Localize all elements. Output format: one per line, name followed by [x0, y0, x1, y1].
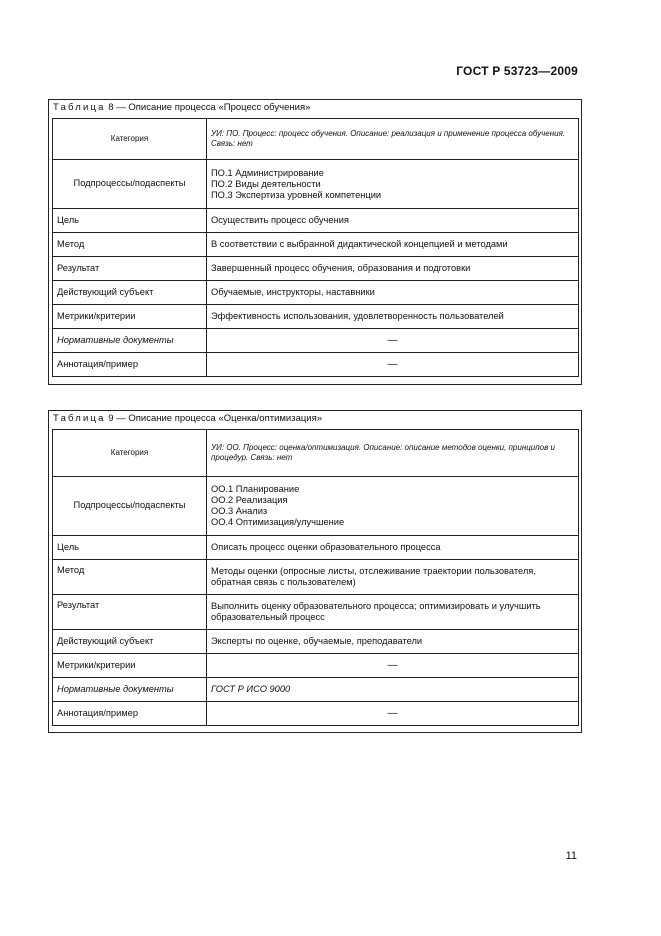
- table-row: [53, 678, 579, 702]
- row-value-category: УИ: ОО. Процесс: оценка/оптимизация. Описание: описание методов оценки, принципов и процедур. Связь: нет: [207, 430, 579, 477]
- table-row: [53, 702, 579, 726]
- document-code: ГОСТ Р 53723—2009: [456, 64, 578, 78]
- list-item: ОО.3 Анализ: [211, 506, 268, 516]
- row-label-subprocesses: Подпроцессы/подаспекты: [53, 477, 207, 536]
- table-row: [53, 329, 579, 353]
- table-8-caption-word: Таблица: [53, 102, 106, 113]
- table-9-caption: [49, 411, 581, 426]
- row-label-actor: Действующий субъект: [53, 630, 207, 654]
- table-row: [53, 160, 579, 209]
- table-8-grid: [52, 118, 579, 377]
- row-value-method: Методы оценки (опросные листы, отслеживание траектории пользователя, обратная связь с пользователем): [207, 560, 579, 595]
- table-row: [53, 536, 579, 560]
- row-label-metrics: Метрики/критерии: [53, 654, 207, 678]
- table-row: [53, 430, 579, 477]
- row-label-norms: Нормативные документы: [53, 329, 207, 353]
- list-item: ОО.2 Реализация: [211, 495, 288, 505]
- table-8: [48, 99, 582, 385]
- table-row: [53, 654, 579, 678]
- table-9-caption-text: 9 — Описание процесса «Оценка/оптимизация»: [108, 413, 323, 424]
- row-value-annotation: —: [207, 702, 579, 726]
- row-value-result: Завершенный процесс обучения, образования и подготовки: [207, 257, 579, 281]
- row-value-subprocesses: [207, 160, 579, 209]
- table-8-caption: [49, 100, 581, 115]
- list-item: ОО.4 Оптимизация/улучшение: [211, 517, 345, 527]
- row-label-category: Категория: [53, 119, 207, 160]
- table-row: [53, 233, 579, 257]
- table-row: [53, 119, 579, 160]
- row-label-result: Результат: [53, 595, 207, 630]
- table-row: [53, 209, 579, 233]
- row-value-result: Выполнить оценку образовательного процесса; оптимизировать и улучшить образовательный процесс: [207, 595, 579, 630]
- table-9: [48, 410, 582, 733]
- row-label-subprocesses: Подпроцессы/подаспекты: [53, 160, 207, 209]
- row-label-goal: Цель: [53, 536, 207, 560]
- row-value-norms: —: [207, 329, 579, 353]
- row-value-method: В соответствии с выбранной дидактической концепцией и методами: [207, 233, 579, 257]
- row-label-norms: Нормативные документы: [53, 678, 207, 702]
- row-label-result: Результат: [53, 257, 207, 281]
- table-row: [53, 281, 579, 305]
- list-item: ПО.3 Экспертиза уровней компетенции: [211, 189, 382, 200]
- list-item: ПО.2 Виды деятельности: [211, 178, 321, 189]
- row-label-goal: Цель: [53, 209, 207, 233]
- row-label-category: Категория: [53, 430, 207, 477]
- table-row: [53, 257, 579, 281]
- table-row: [53, 630, 579, 654]
- row-label-annotation: Аннотация/пример: [53, 353, 207, 377]
- table-row: [53, 305, 579, 329]
- table-row: [53, 560, 579, 595]
- row-value-actor: Эксперты по оценке, обучаемые, преподаватели: [207, 630, 579, 654]
- table-row: [53, 595, 579, 630]
- row-label-method: Метод: [53, 560, 207, 595]
- row-value-subprocesses: [207, 477, 579, 536]
- row-value-actor: Обучаемые, инструкторы, наставники: [207, 281, 579, 305]
- list-item: ОО.1 Планирование: [211, 484, 300, 494]
- page-number: 11: [565, 850, 577, 862]
- row-value-goal: Описать процесс оценки образовательного процесса: [207, 536, 579, 560]
- row-value-metrics: —: [207, 654, 579, 678]
- row-value-annotation: —: [207, 353, 579, 377]
- list-item: ПО.1 Администрирование: [211, 167, 324, 178]
- row-label-annotation: Аннотация/пример: [53, 702, 207, 726]
- row-label-actor: Действующий субъект: [53, 281, 207, 305]
- table-9-caption-word: Таблица: [53, 413, 106, 424]
- table-row: [53, 353, 579, 377]
- row-value-goal: Осуществить процесс обучения: [207, 209, 579, 233]
- row-label-method: Метод: [53, 233, 207, 257]
- row-value-metrics: Эффективность использования, удовлетворенность пользователей: [207, 305, 579, 329]
- table-row: [53, 477, 579, 536]
- row-value-norms: ГОСТ Р ИСО 9000: [207, 678, 579, 702]
- row-value-category: УИ: ПО. Процесс: процесс обучения. Описание: реализация и применение процесса обучения. Связь: нет: [207, 119, 579, 160]
- table-8-caption-text: 8 — Описание процесса «Процесс обучения»: [108, 102, 311, 113]
- row-label-metrics: Метрики/критерии: [53, 305, 207, 329]
- table-9-grid: [52, 429, 579, 726]
